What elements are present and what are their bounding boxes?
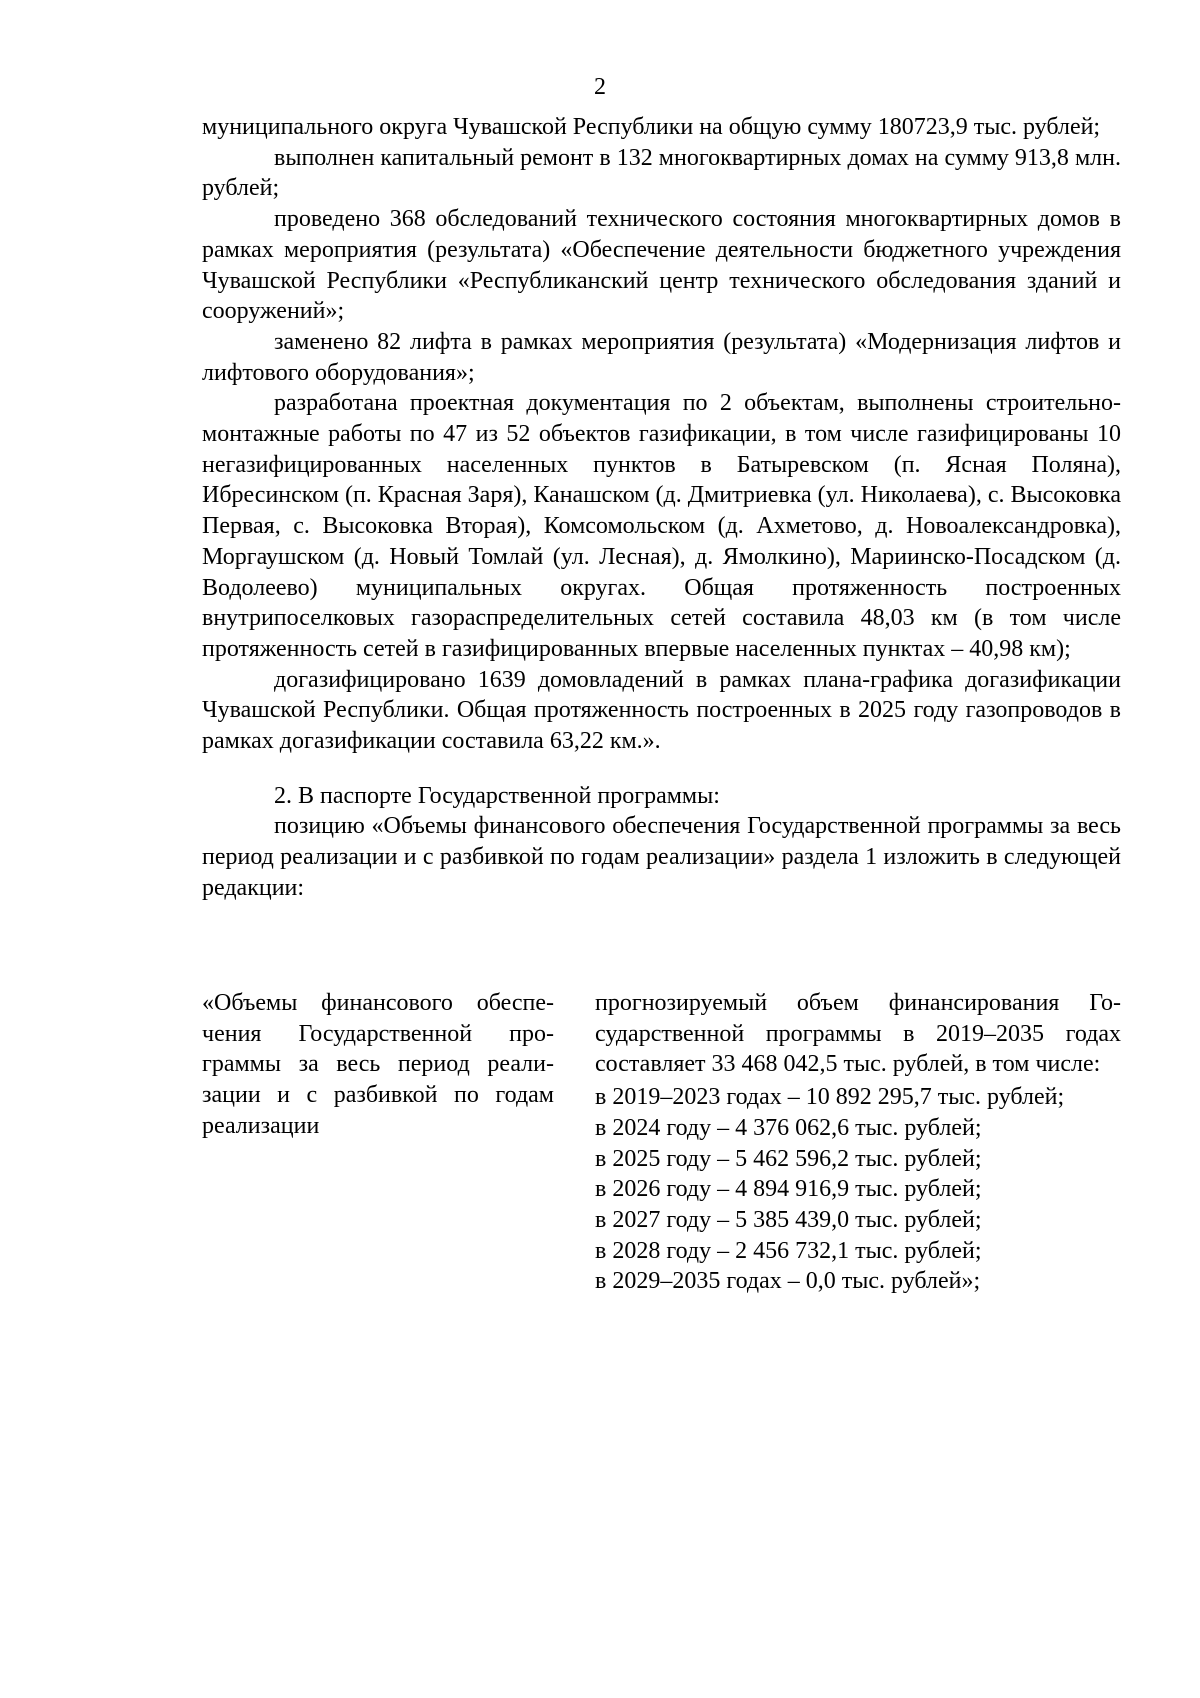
passport-value <box>595 988 1121 1297</box>
funding-line: в 2024 году – 4 376 062,6 тыс. рублей; <box>595 1114 982 1141</box>
passport-label: «Объемы финансового обеспечения Государственной программы за весь период реализации и с разбивкой по годам реализации <box>202 990 554 1139</box>
paragraph: разработана проектная документация по 2 объектам, выполнены строительно-монтажные работы по 47 из 52 объектов газификации, в том числе газифицированы 10 негазифицированных населенных пунктов в Батыревском (п. Ясная Поляна), Ибресинском (п. Красная Заря), Канашском (д. Дмитриевка (ул. Николаева), с. Высоковка Первая, с. Высоковка Вторая), Комсомольском (д. Ахметово, д. Новоалександровка), Моргаушском (д. Новый Томлай (ул. Лесная), д. Ямолкино), Мариинско-Посадском (д. Водолеево) муниципальных округах. Общая протяженность построенных внутрипоселковых газораспределительных сетей составила 48,03 км (в том числе протяженность сетей в газифицированных впервые населенных пунктах – 40,98 км); <box>202 390 1121 662</box>
funding-line: в 2028 году – 2 456 732,1 тыс. рублей; <box>595 1237 982 1264</box>
section-heading: 2. В паспорте Государственной программы: <box>274 782 720 809</box>
paragraph: позицию «Объемы финансового обеспечения Государственной программы за весь период реализации и с разбивкой по годам реализации» раздела 1 изложить в следующей редакции: <box>202 813 1121 901</box>
funding-line: в 2026 году – 4 894 916,9 тыс. рублей; <box>595 1176 982 1203</box>
paragraph: заменено 82 лифта в рамках мероприятия (результата) «Модернизация лифтов и лифтового оборудования»; <box>202 328 1121 386</box>
page-number: 2 <box>594 74 606 100</box>
paragraph: выполнен капитальный ремонт в 132 многоквартирных домах на сумму 913,8 млн. рублей; <box>202 144 1121 202</box>
passport-intro: прогнозируемый объем финансирования Государственной программы в 2019–2035 годах составляет 33 468 042,5 тыс. рублей, в том числе: <box>595 990 1121 1078</box>
body-text <box>202 112 1121 904</box>
paragraph: догазифицировано 1639 домовладений в рамках плана-графика догазификации Чувашской Республики. Общая протяженность построенных в 2025 году газопроводов в рамках догазификации составила 63,22 км.». <box>202 666 1121 755</box>
funding-line: в 2025 году – 5 462 596,2 тыс. рублей; <box>595 1145 982 1172</box>
paragraph: проведено 368 обследований технического состояния многоквартирных домов в рамках мероприятия (результата) «Обеспечение деятельности бюджетного учреждения Чувашской Республики «Республиканский центр технического обследования зданий и сооружений»; <box>202 206 1121 325</box>
paragraph: муниципального округа Чувашской Республики на общую сумму 180723,9 тыс. рублей; <box>202 114 1101 140</box>
funding-line: в 2019–2023 годах – 10 892 295,7 тыс. рублей; <box>595 1084 1065 1111</box>
funding-line: в 2027 году – 5 385 439,0 тыс. рублей; <box>595 1206 982 1233</box>
funding-line: в 2029–2035 годах – 0,0 тыс. рублей»; <box>595 1268 981 1295</box>
